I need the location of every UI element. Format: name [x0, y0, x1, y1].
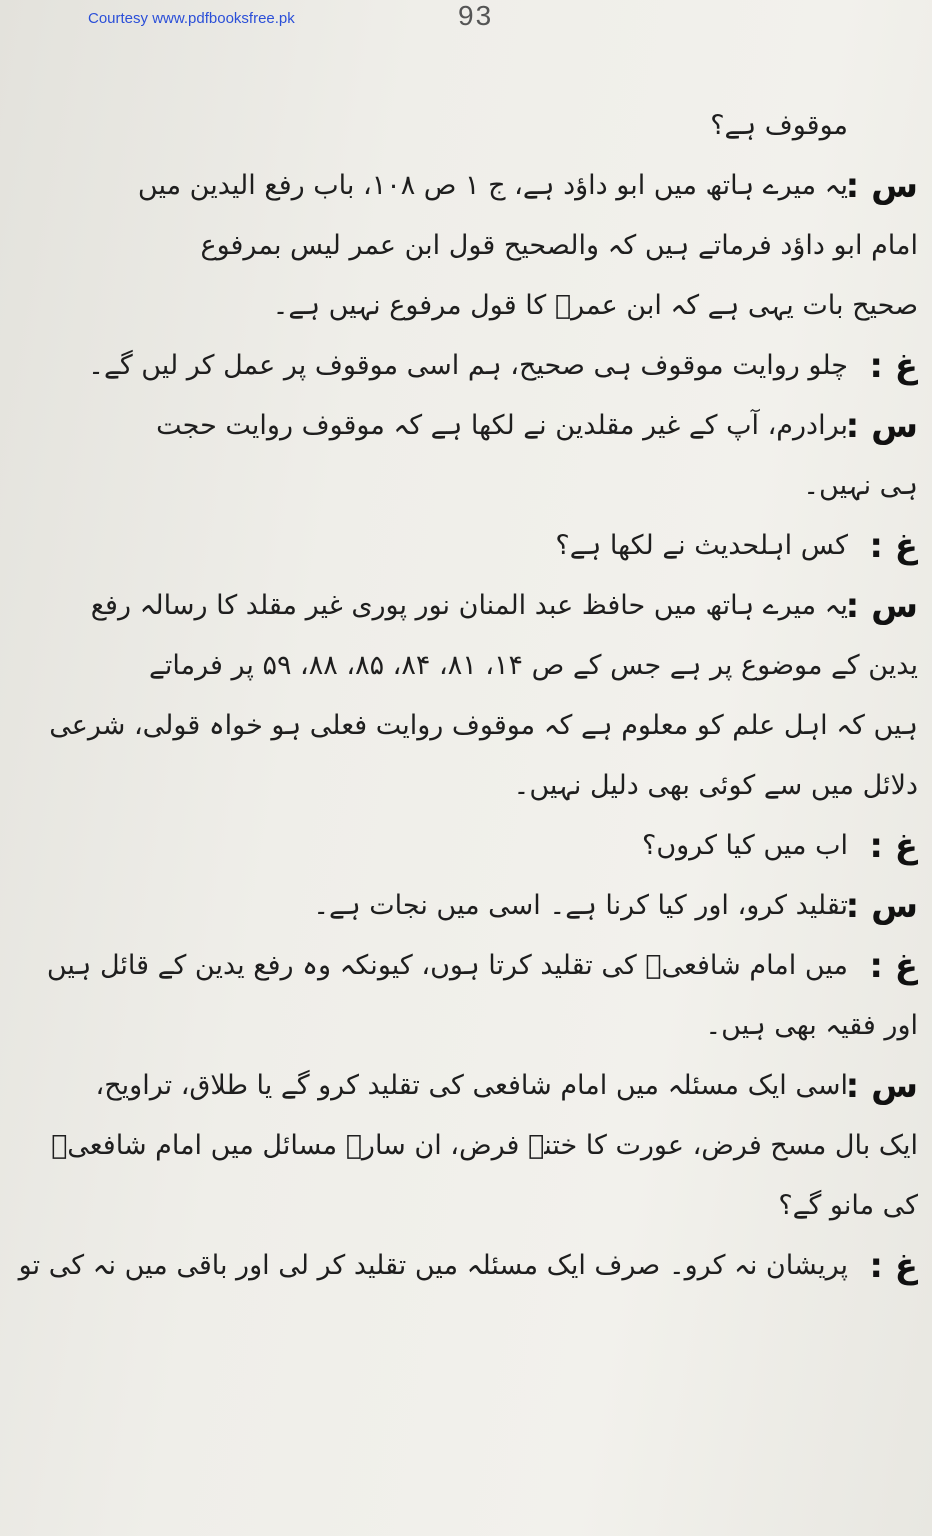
- line-text: دلائل میں سے کوئی بھی دلیل نہیں۔: [513, 770, 918, 801]
- speaker-label: غ :: [869, 946, 918, 986]
- line-text: کس اہلحدیث نے لکھا ہے؟: [555, 530, 848, 561]
- line-text: چلو روایت موقوف ہی صحیح، ہم اسی موقوف پر عمل کر لیں گے۔: [88, 350, 848, 381]
- speaker-label: غ :: [869, 1246, 918, 1286]
- text-line: [12, 816, 918, 876]
- courtesy-link[interactable]: Courtesy www.pdfbooksfree.pk: [88, 10, 295, 27]
- line-text: کی مانو گے؟: [778, 1190, 918, 1221]
- line-text: صحیح بات یہی ہے کہ ابن عمرؓ کا قول مرفوع نہیں ہے۔: [272, 290, 918, 321]
- page-number: 93: [458, 0, 494, 31]
- text-line: [12, 336, 918, 396]
- text-line: [12, 96, 918, 156]
- line-text: یدین کے موضوع پر ہے جس کے ص ۱۴، ۸۱، ۸۴، ۸۵، ۸۸، ۵۹ پر فرماتے: [149, 650, 918, 681]
- text-line: [12, 1116, 918, 1176]
- line-text: یہ میرے ہاتھ میں ابو داؤد ہے، ج ۱ ص ۱۰۸، باب رفع الیدین میں: [137, 170, 848, 201]
- text-line: [12, 576, 918, 636]
- text-line: [12, 936, 918, 996]
- text-line: [12, 1236, 918, 1296]
- text-line: [12, 996, 918, 1056]
- text-line: [12, 696, 918, 756]
- line-text: ایک بال مسح فرض، عورت کا ختنہ فرض، ان سارے مسائل میں امام شافعیؒ: [51, 1130, 918, 1161]
- speaker-label: س :: [845, 586, 918, 626]
- speaker-label: س :: [845, 886, 918, 926]
- speaker-label: غ :: [869, 526, 918, 566]
- line-text: ہیں کہ اہل علم کو معلوم ہے کہ موقوف روایت فعلی ہو خواہ قولی، شرعی: [49, 710, 918, 741]
- line-text: اور فقیہ بھی ہیں۔: [705, 1010, 918, 1041]
- text-line: [12, 276, 918, 336]
- line-text: اسی ایک مسئلہ میں امام شافعی کی تقلید کرو گے یا طلاق، تراویح،: [95, 1070, 848, 1101]
- text-line: [12, 876, 918, 936]
- line-text: موقوف ہے؟: [710, 110, 848, 141]
- text-line: [12, 456, 918, 516]
- text-line: [12, 636, 918, 696]
- line-text: میں امام شافعیؒ کی تقلید کرتا ہوں، کیونکہ وہ رفع یدین کے قائل ہیں: [46, 950, 848, 981]
- line-text: اب میں کیا کروں؟: [641, 830, 848, 861]
- text-line: [12, 1056, 918, 1116]
- dialogue-body: [12, 96, 918, 1296]
- text-line: [12, 756, 918, 816]
- text-line: [12, 396, 918, 456]
- text-line: [12, 156, 918, 216]
- line-text: یہ میرے ہاتھ میں حافظ عبد المنان نور پوری غیر مقلد کا رسالہ رفع: [90, 590, 848, 621]
- text-line: [12, 216, 918, 276]
- speaker-label: غ :: [869, 346, 918, 386]
- speaker-label: غ :: [869, 826, 918, 866]
- speaker-label: س :: [845, 406, 918, 446]
- text-line: [12, 516, 918, 576]
- line-text: امام ابو داؤد فرماتے ہیں کہ والصحیح قول ابن عمر لیس بمرفوع: [200, 230, 918, 261]
- text-line: [12, 1176, 918, 1236]
- line-text: پریشان نہ کرو۔ صرف ایک مسئلہ میں تقلید کر لی اور باقی میں نہ کی تو: [18, 1250, 848, 1281]
- line-text: تقلید کرو، اور کیا کرنا ہے۔ اسی میں نجات ہے۔: [313, 890, 848, 921]
- line-text: ہی نہیں۔: [803, 470, 918, 501]
- speaker-label: س :: [845, 1066, 918, 1106]
- line-text: برادرم، آپ کے غیر مقلدین نے لکھا ہے کہ موقوف روایت حجت: [156, 410, 848, 441]
- speaker-label: س :: [845, 166, 918, 206]
